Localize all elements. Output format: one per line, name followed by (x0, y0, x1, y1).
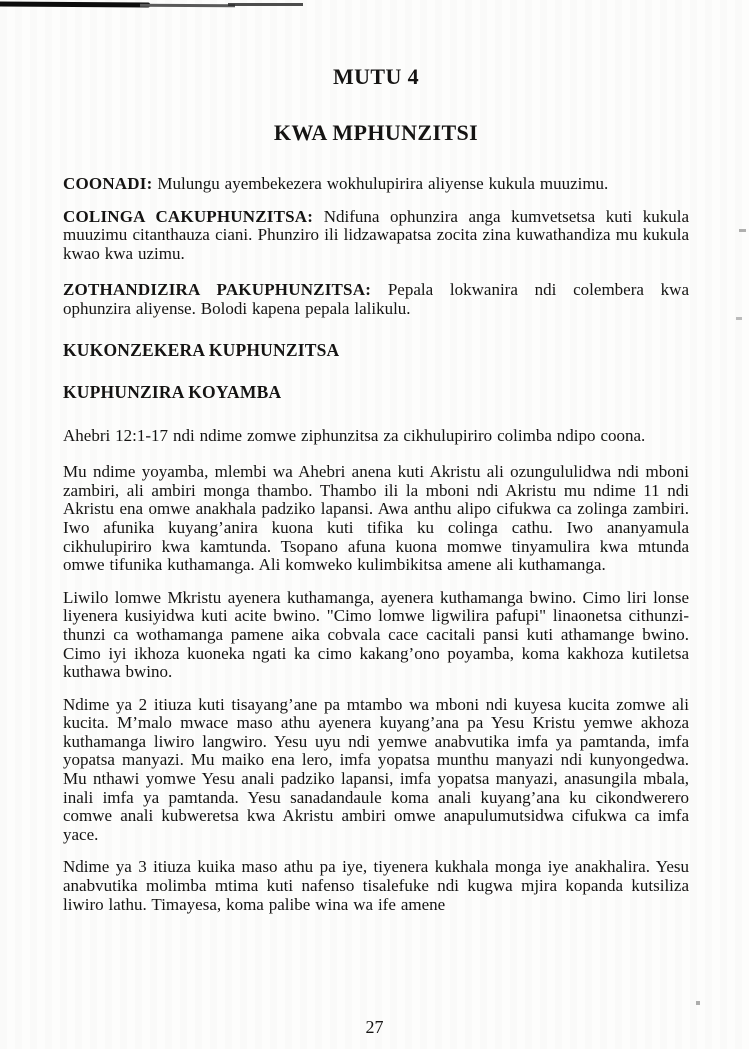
scan-artifact-speck (736, 317, 742, 320)
paragraph-label: ZOTHANDIZIRA PAKUPHUNZITSA: (63, 280, 372, 300)
paragraph-text: Ndifuna ophunzira anga kumvetsetsa kuti kukula muuzimu citanthauza ciani. Phunziro ili lidzawapatsa zocita zina kuwathandiza mu kukula kwao kwa uzimu. (63, 206, 689, 263)
heading-kuphunzira-koyamba: KUPHUNZIRA KOYAMBA (63, 381, 282, 402)
paragraph-text: Pepala lokwanira ndi colembera kwa ophunzira aliyense. Bolodi kapena pepala lalikulu. (63, 280, 690, 318)
paragraph-colinga (63, 208, 689, 264)
scan-artifact-top-line (0, 1, 150, 7)
section-title: KWA MPHUNZITSI (273, 120, 479, 145)
paragraph-label: COONADI: (63, 174, 153, 193)
paragraph-ndime-ya-3 (63, 858, 689, 914)
paragraph-text: Mu ndime yoyamba, mlembi wa Ahebri anena kuti Akristu ali ozungululidwa ndi mboni zambiri, ali ambiri monga thambo. Thambo ili la mboni ndi Akristu mu ndime 11 ndi Akristu ena omwe anakhala padziko lapansi. Awa anthu alipo cifukwa ca zolinga zambiri. Iwo afunika kuyang’anira kuona kuti tifika ku colinga cathu. Iwo ananyamula cikhulupiriro kwa kamtunda. Tsopano afuna kuona momwe tinyamulira kwa mtunda omwe tifunika kuthamanga. Ali komweko kulimbikitsa amene ali kuthamanga. (63, 462, 689, 575)
paragraph-ndime-ya-2 (63, 696, 689, 845)
paragraph-text: Ndime ya 3 itiuza kuika maso athu pa iye, tiyenera kukhala monga iye anakhalira. Yesu anabvutika molimba mtima kuti nafenso tisalefuke ndi kugwa mjira kopanda kutsiliza liwiro lathu. Timayesa, koma palibe wina wa ife amene (63, 857, 689, 914)
scan-artifact-speck (696, 1001, 700, 1005)
paragraph-coonadi (63, 175, 689, 194)
scan-artifact-top-line (140, 4, 235, 7)
chapter-title: MUTU 4 (332, 64, 420, 89)
paragraph-text: Ahebri 12:1-17 ndi ndime zomwe ziphunzitsa za cikhulupiriro colimba ndipo coona. (63, 425, 646, 445)
heading-kukonzekera: KUKONZEKERA KUPHUNZITSA (63, 339, 340, 360)
text-block (63, 64, 689, 914)
paragraph-text: Liwilo lomwe Mkristu ayenera kuthamanga, ayenera kuthamanga bwino. Cimo liri lonse liyenera kusiyidwa kuti acite bwino. "Cimo lomwe ligwilira pafupi" linaonetsa cithunzi-thunzi ca wothamanga pamene aika cobvala cace cacitali pansi kuti athamange bwino. Cimo iyi ikhoza kuoneka ngati ka cimo kakang’ono poyamba, koma kakhoza kutiletsa kuthawa bwino. (63, 587, 689, 682)
paragraph-mu-ndime-yoyamba (63, 463, 689, 575)
scan-artifact-speck (739, 229, 746, 232)
paragraph-text: Ndime ya 2 itiuza kuti tisayang’ane pa mtambo wa mboni ndi kuyesa kucita zomwe ali kucita. M’malo mwace maso athu ayenera kuyang’ana pa Yesu Kristu yemwe akhoza kuthamanga liwiro langwiro. Yesu uyu ndi yemwe anabvutika imfa ya pamtanda, imfa yopatsa manyazi. Mu maiko ena lero, imfa yopatsa munthu manyazi ndi kunyongedwa. Mu nthawi yomwe Yesu anali padziko lapansi, imfa yopatsa manyazi, anasungila mbala, inali imfa ya pamtanda. Yesu sanadandaule koma anali kuyang’ana ku cikondwerero comwe anali kubweretsa kwa Akristu ambiri omwe anapulumutsidwa cifukwa ca imfa yace. (63, 694, 689, 844)
paragraph-text: Mulungu ayembekezera wokhulupirira aliyense kukula muuzimu. (157, 174, 609, 193)
paragraph-zothandizira (63, 281, 689, 318)
paragraph-ahebri (63, 427, 689, 446)
scan-artifact-top-line (228, 3, 303, 6)
page-number: 27 (365, 1017, 384, 1037)
paragraph-label: COLINGA CAKUPHUNZITSA: (63, 206, 314, 226)
paragraph-liwilo (63, 589, 689, 682)
